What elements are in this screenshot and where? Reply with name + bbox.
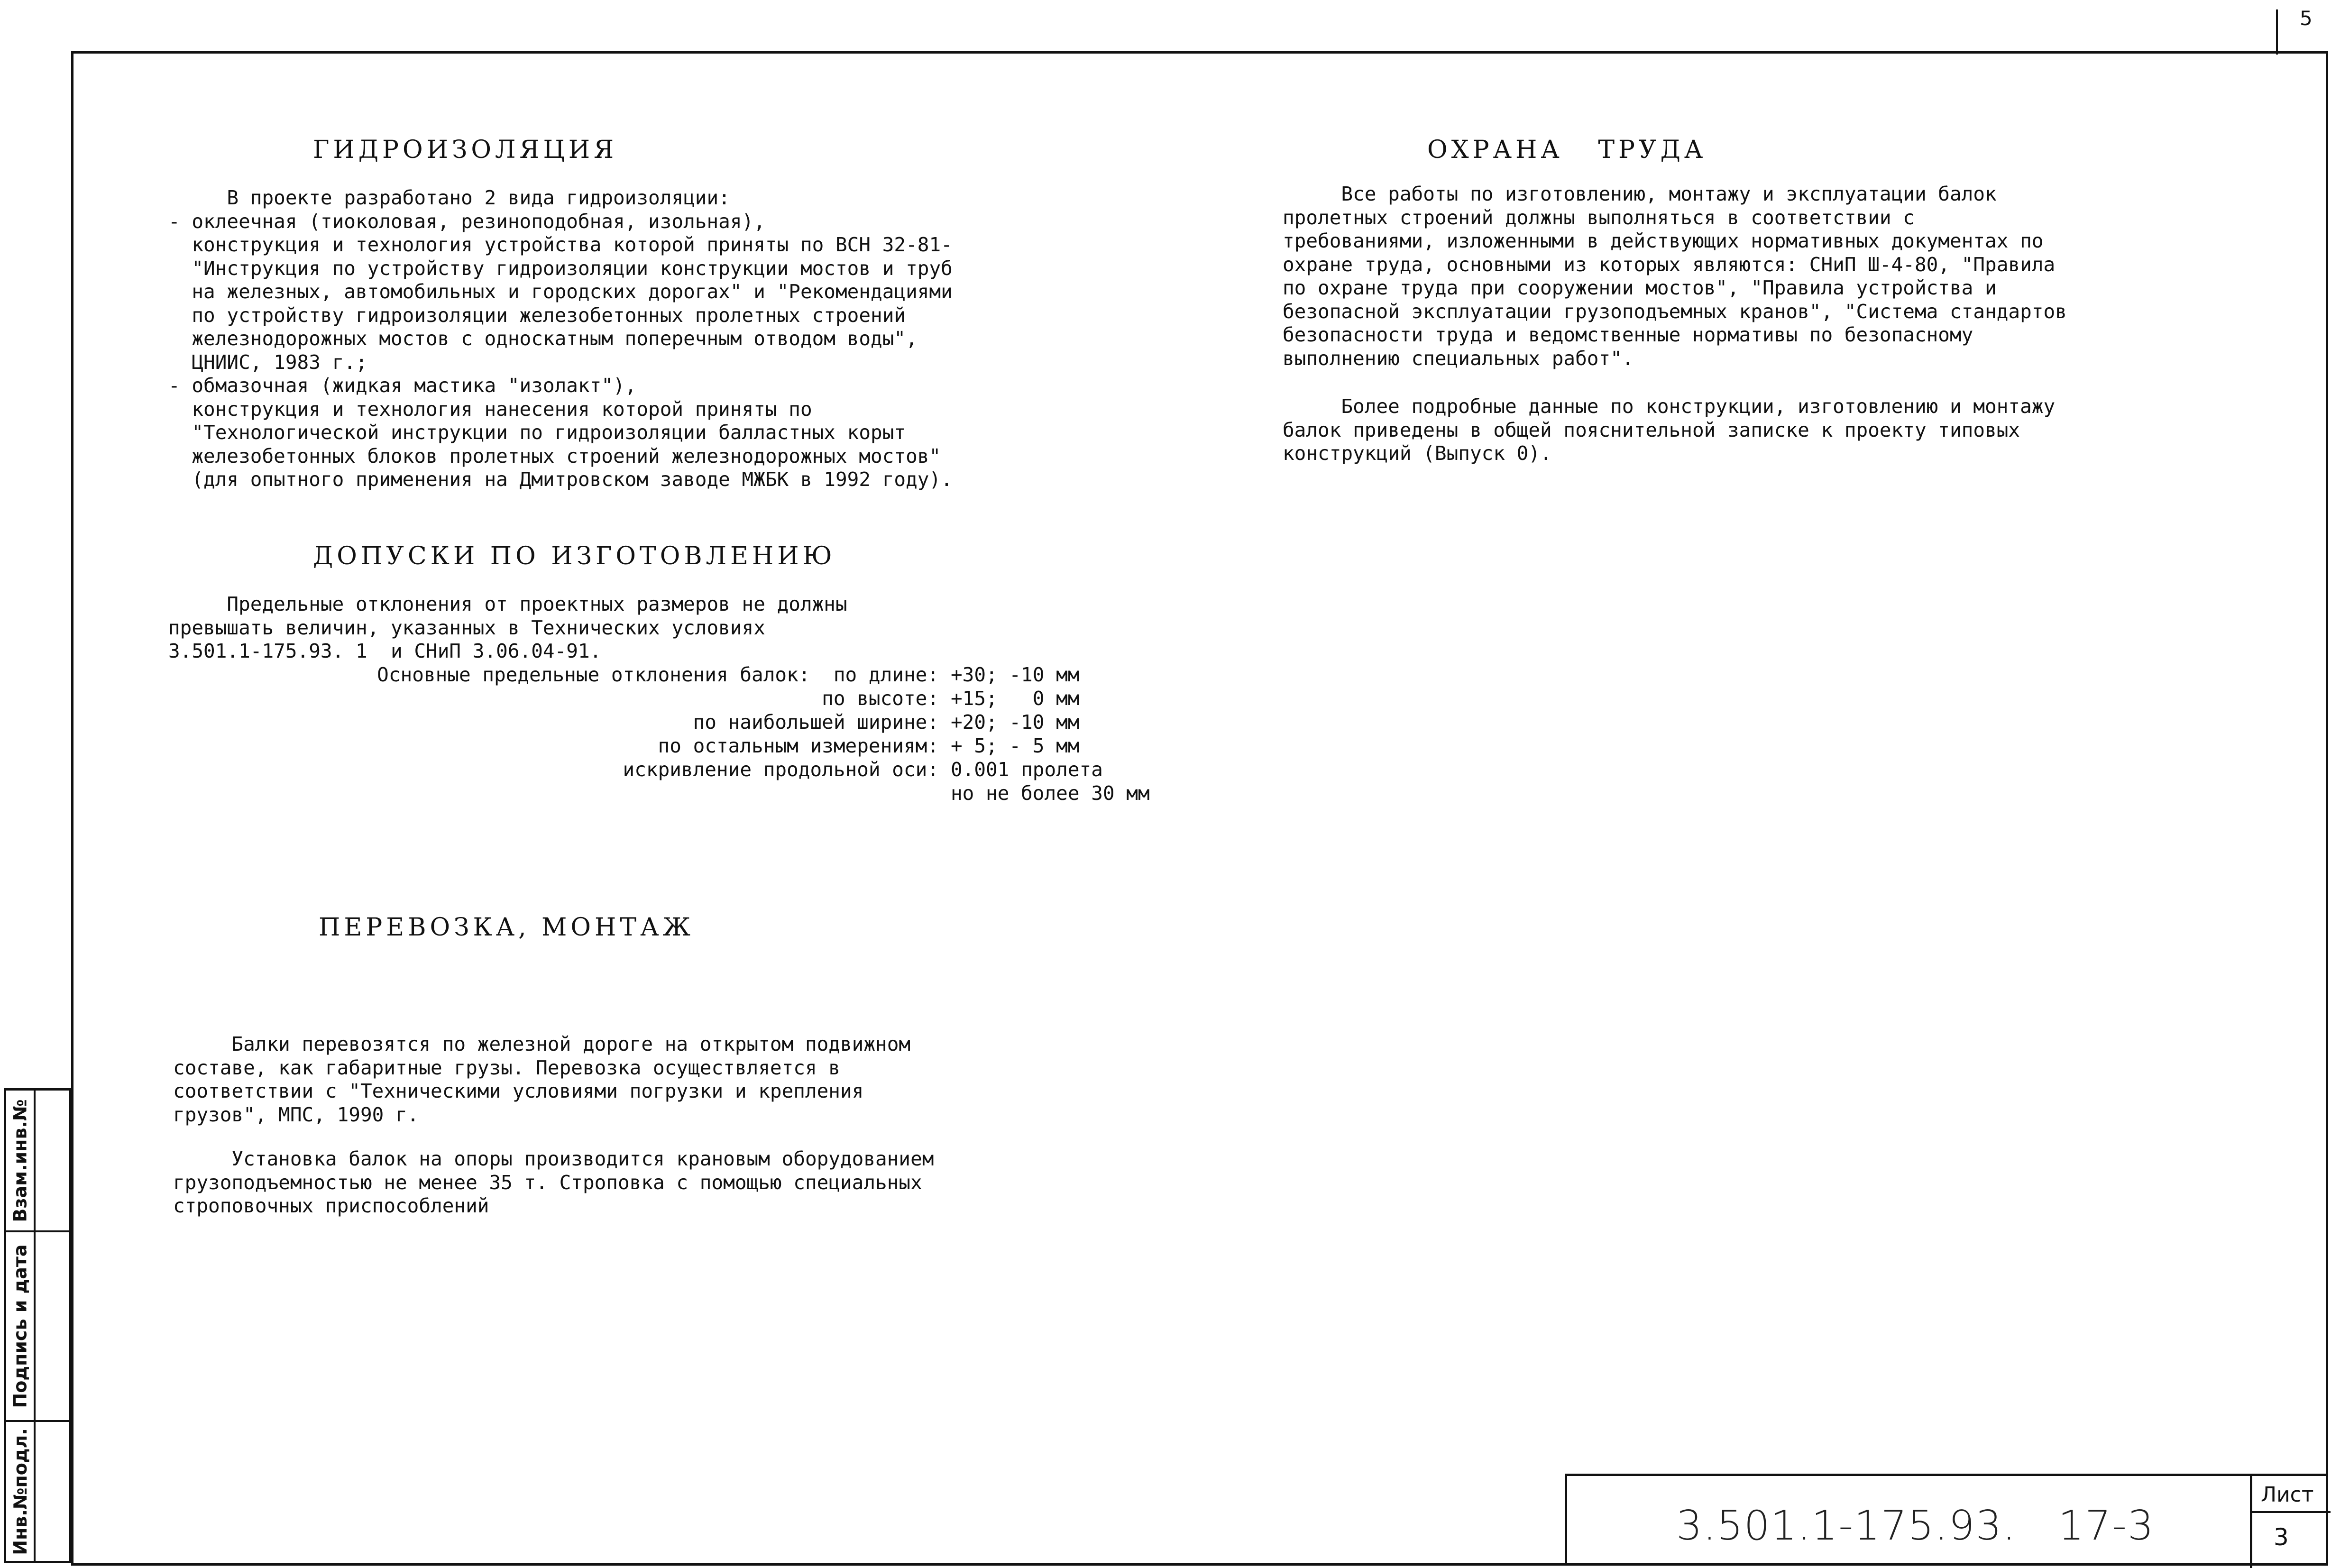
side-stamp — [4, 1088, 71, 1563]
text-line: - обмазочная (жидкая мастика "изолакт"), — [168, 374, 637, 397]
text-line: конструкций (Выпуск 0). — [1283, 442, 1552, 465]
text-line: требованиями, изложенными в действующих нормативных документах по — [1283, 229, 2044, 252]
sheet-label: Лист — [2261, 1483, 2314, 1507]
text-line: пролетных строений должны выполняться в соответствии с — [1283, 206, 1915, 229]
labor-safety-paragraph-1 — [1283, 183, 2067, 370]
tolerances-table — [168, 663, 1211, 815]
text-line: Более подробные данные по конструкции, изготовлению и монтажу — [1283, 395, 2056, 418]
text-line: по устройству гидроизоляции железобетонных пролетных строений — [168, 303, 906, 327]
text-line: 3.501.1-175.93. 1 и СНиП 3.06.04-91. — [168, 640, 602, 662]
labor-safety-heading: ОХРАНА ТРУДА — [1427, 136, 1707, 164]
text-line: выполнению специальных работ". — [1283, 347, 1634, 370]
text-line: грузоподъемностью не менее 35 т. Строповка с помощью специальных — [173, 1171, 922, 1194]
text-line: грузов", МПС, 1990 г. — [173, 1103, 419, 1126]
text-line: Балки перевозятся по железной дороге на открытом подвижном — [173, 1033, 911, 1055]
text-line: В проекте разработано 2 вида гидроизоляции: — [168, 186, 730, 209]
text-line: по охране труда при сооружении мостов", "Правила устройства и — [1283, 276, 1997, 299]
sheet-box — [2250, 1476, 2331, 1568]
tolerance-label: искривление продольной оси: — [623, 758, 939, 781]
transport-paragraph-1 — [173, 1033, 910, 1127]
side-stamp-signature: Подпись и дата — [10, 1244, 31, 1408]
tolerance-value: 0.001 пролета — [951, 758, 1103, 781]
page-number-divider — [2276, 9, 2278, 55]
sheet-frame-right — [2326, 51, 2328, 1566]
text-line: превышать величин, указанных в Технических условиях — [168, 616, 765, 639]
tolerance-label: по остальным измерениям: — [658, 734, 939, 757]
sheet-box-divider — [2252, 1511, 2331, 1513]
tolerance-value: но не более 30 мм — [951, 782, 1150, 805]
tolerance-label: по высоте: — [822, 687, 939, 710]
side-stamp-vzam: Взам.инв.№ — [10, 1099, 31, 1222]
text-line: строповочных приспособлений — [173, 1194, 489, 1217]
text-line: Предельные отклонения от проектных размеров не должны — [168, 593, 847, 615]
text-line: "Инструкция по устройству гидроизоляции конструкции мостов и труб — [168, 257, 953, 280]
text-line: составе, как габаритные грузы. Перевозка осуществляется в — [173, 1056, 840, 1079]
tolerance-value: + 5; - 5 мм — [951, 734, 1080, 757]
waterproofing-text — [168, 186, 953, 492]
text-line: конструкция и технология нанесения которой приняты по — [168, 397, 812, 421]
text-line: балок приведены в общей пояснительной записке к проекту типовых — [1283, 418, 2020, 441]
side-stamp-inv-podl: Инв.№подл. — [10, 1428, 31, 1555]
text-line: безопасности труда и ведомственные нормативы по безопасному — [1283, 323, 1973, 346]
title-block — [1565, 1474, 2328, 1566]
text-line: охране труда, основными из которых являются: СНиП Ш-4-80, "Правила — [1283, 253, 2056, 276]
labor-safety-paragraph-2 — [1283, 395, 2055, 466]
tolerances-heading: ДОПУСКИ ПО ИЗГОТОВЛЕНИЮ — [313, 542, 836, 570]
tolerance-label: по наибольшей ширине: — [693, 711, 939, 734]
sheet-frame-top — [71, 51, 2328, 54]
text-line: железнодорожных мостов с односкатным поперечным отводом воды", — [168, 327, 918, 350]
transport-heading: ПЕРЕВОЗКА, МОНТАЖ — [319, 913, 694, 942]
document-code: 3.501.1-175.93. 17-3 — [1676, 1502, 2155, 1550]
text-line: на железных, автомобильных и городских дорогах" и "Рекомендациями — [168, 280, 953, 303]
text-line: Установка балок на опоры производится крановым оборудованием — [173, 1147, 934, 1170]
tolerance-label: Основные предельные отклонения балок: по длине: — [377, 663, 939, 686]
tolerance-value: +15; 0 мм — [951, 687, 1080, 710]
tolerances-intro — [168, 593, 847, 663]
text-line: Все работы по изготовлению, монтажу и эксплуатации балок — [1283, 183, 1997, 205]
waterproofing-heading: ГИДРОИЗОЛЯЦИЯ — [313, 136, 618, 164]
side-stamp-vline — [34, 1091, 36, 1561]
text-line: "Технологической инструкции по гидроизоляции балластных корыт — [168, 421, 906, 444]
text-line: ЦНИИС, 1983 г.; — [168, 350, 367, 374]
transport-paragraph-2 — [173, 1147, 934, 1218]
tolerance-value: +20; -10 мм — [951, 711, 1080, 734]
sheet-frame-left — [71, 51, 73, 1566]
page-number: 5 — [2300, 7, 2313, 30]
text-line: железобетонных блоков пролетных строений железнодорожных мостов" — [168, 444, 941, 468]
tolerance-value: +30; -10 мм — [951, 663, 1080, 686]
text-line: - оклеечная (тиоколовая, резиноподобная, изольная), — [168, 210, 765, 233]
text-line: безопасной эксплуатации грузоподъемных кранов", "Система стандартов — [1283, 300, 2067, 323]
sheet-number: 3 — [2274, 1523, 2289, 1551]
text-line: (для опытного применения на Дмитровском заводе МЖБК в 1992 году). — [168, 468, 953, 491]
text-line: соответствии с "Техническими условиями погрузки и крепления — [173, 1080, 864, 1102]
text-line: конструкция и технология устройства которой приняты по ВСН 32-81- — [168, 233, 953, 256]
